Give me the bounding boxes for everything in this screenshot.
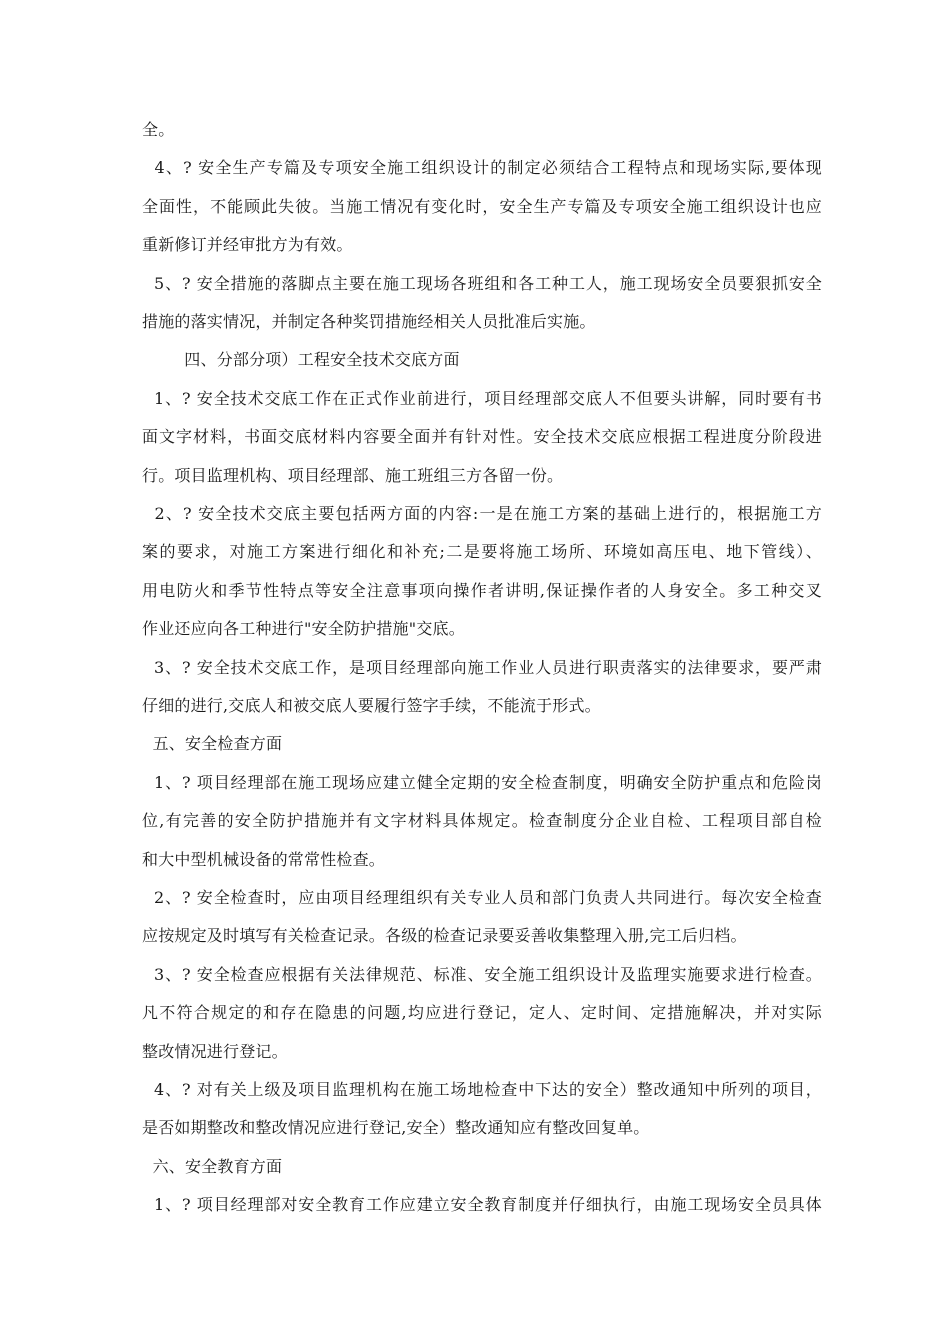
text-line: 1、? 安全技术交底工作在正式作业前进行，项目经理部交底人不但要头讲解，同时要有书 [142, 389, 822, 408]
text-line: 3、? 安全检查应根据有关法律规范、标准、安全施工组织设计及监理实施要求进行检查。 [142, 965, 822, 984]
text-line: 作业还应向各工种进行"安全防护措施"交底。 [142, 619, 465, 638]
text-line: 行。项目监理机构、项目经理部、施工班组三方各留一份。 [142, 466, 564, 485]
text-line: 3、? 安全技术交底工作，是项目经理部向施工作业人员进行职责落实的法律要求，要严肃 [142, 658, 822, 677]
text-line: 重新修订并经审批方为有效。 [142, 235, 353, 254]
text-line: 仔细的进行,交底人和被交底人要履行签字手续，不能流于形式。 [142, 696, 601, 715]
text-line: 措施的落实情况，并制定各种奖罚措施经相关人员批准后实施。 [142, 312, 596, 331]
text-line: 凡不符合规定的和存在隐患的问题,均应进行登记，定人、定时间、定措施解决，并对实际 [142, 1003, 822, 1022]
section-heading: 四、分部分项）工程安全技术交底方面 [142, 350, 460, 369]
text-line: 位,有完善的安全防护措施并有文字材料具体规定。检查制度分企业自检、工程项目部自检 [142, 811, 822, 830]
text-line: 2、? 安全检查时，应由项目经理组织有关专业人员和部门负责人共同进行。每次安全检查 [142, 888, 822, 907]
text-line: 整改情况进行登记。 [142, 1042, 288, 1061]
text-line: 和大中型机械设备的常常性检查。 [142, 850, 386, 869]
text-line: 4、? 安全生产专篇及专项安全施工组织设计的制定必须结合工程特点和现场实际,要体现 [142, 158, 822, 177]
text-line: 4、? 对有关上级及项目监理机构在施工场地检查中下达的安全）整改通知中所列的项目， [142, 1080, 822, 1099]
text-line: 全面性，不能顾此失彼。当施工情况有变化时，安全生产专篇及专项安全施工组织设计也应 [142, 197, 822, 216]
text-line: 1、? 项目经理部对安全教育工作应建立安全教育制度并仔细执行，由施工现场安全员具体 [142, 1195, 822, 1214]
section-heading: 五、安全检查方面 [142, 734, 283, 753]
text-line: 用电防火和季节性特点等安全注意事项向操作者讲明,保证操作者的人身安全。多工种交叉 [142, 581, 822, 600]
section-heading: 六、安全教育方面 [142, 1157, 283, 1176]
text-line: 面文字材料，书面交底材料内容要全面并有针对性。安全技术交底应根据工程进度分阶段进 [142, 427, 822, 446]
text-line: 1、? 项目经理部在施工现场应建立健全定期的安全检查制度，明确安全防护重点和危险岗 [142, 773, 822, 792]
text-line: 是否如期整改和整改情况应进行登记,安全）整改通知应有整改回复单。 [142, 1118, 650, 1137]
text-line: 案的要求，对施工方案进行细化和补充;二是要将施工场所、环境如高压电、地下管线）、 [142, 542, 822, 561]
text-line: 5、? 安全措施的落脚点主要在施工现场各班组和各工种工人，施工现场安全员要狠抓安全 [142, 274, 822, 293]
text-line: 全。 [142, 120, 175, 139]
text-line: 应按规定及时填写有关检查记录。各级的检查记录要妥善收集整理入册,完工后归档。 [142, 926, 747, 945]
text-line: 2、? 安全技术交底主要包括两方面的内容:一是在施工方案的基础上进行的，根据施工方 [142, 504, 822, 523]
